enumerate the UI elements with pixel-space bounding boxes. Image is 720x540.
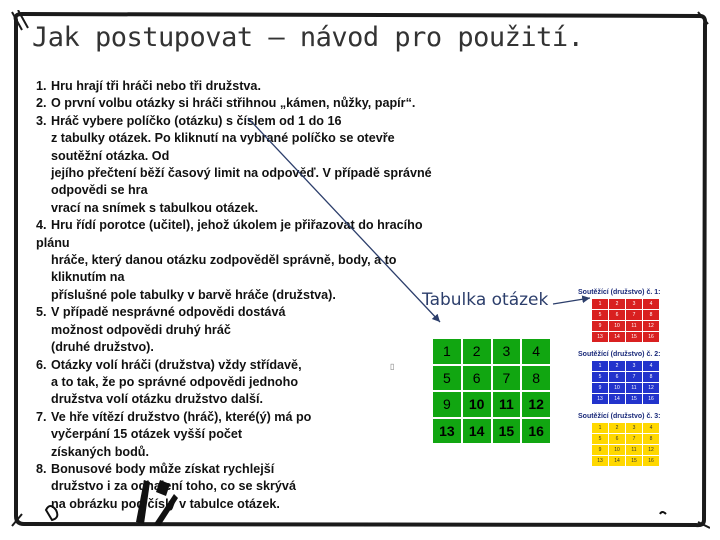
question-cell[interactable]: 14 xyxy=(462,418,492,445)
instruction-number: 5. xyxy=(36,305,47,320)
question-cell[interactable]: 2 xyxy=(462,338,492,365)
team-3-table xyxy=(578,413,682,467)
page-title: Jak postupovat – návod pro použití. xyxy=(32,22,584,53)
instruction-text-line: jejího přečtení běží časový limit na odpověď. V případě správné odpovědi se hra xyxy=(51,166,432,198)
instruction-text-line: družstva volí otázku družstvo další. xyxy=(51,392,264,407)
team-score-cell[interactable]: 3 xyxy=(626,361,643,372)
instruction-text: Otázky volí hráči (družstva) vždy střídavě, xyxy=(51,357,302,372)
table-row xyxy=(592,299,660,310)
instruction-number: 6. xyxy=(36,357,47,372)
instruction-text-line: vyčerpání 15 otázek vyšší počet xyxy=(51,427,243,442)
question-cell[interactable]: 5 xyxy=(432,365,462,392)
team-score-cell[interactable]: 6 xyxy=(609,310,626,321)
team-score-cell[interactable]: 6 xyxy=(609,372,626,383)
table-row xyxy=(592,321,660,332)
team-score-cell[interactable]: 10 xyxy=(609,445,626,456)
table-row xyxy=(592,423,660,434)
team-score-cell[interactable]: 14 xyxy=(609,332,626,343)
team-score-cell[interactable]: 15 xyxy=(626,332,643,343)
instruction-text-line: příslušné pole tabulky v barvě hráče (družstva). xyxy=(51,287,336,302)
team-score-cell[interactable]: 14 xyxy=(609,456,626,467)
team-score-cell[interactable]: 2 xyxy=(609,299,626,310)
table-row xyxy=(592,383,660,394)
arrow-to-table xyxy=(248,118,440,322)
instruction-text-line: získaných bodů. xyxy=(51,444,149,459)
instruction-number: 4. xyxy=(36,218,47,233)
table-row xyxy=(592,310,660,321)
question-cell[interactable]: 13 xyxy=(432,418,462,445)
team-score-cell[interactable]: 3 xyxy=(626,423,643,434)
instruction-text-line: družstvo i za odhalení toho, co se skrývá xyxy=(51,479,296,494)
instruction-text-line: na obrázku pod čísly v tabulce otázek. xyxy=(51,496,280,511)
instruction-text-line: z tabulky otázek. Po kliknutí na vybrané políčko se otevře soutěžní otázka. Od xyxy=(51,131,395,163)
team-score-cell[interactable]: 7 xyxy=(626,310,643,321)
question-cell[interactable]: 11 xyxy=(492,391,522,418)
question-cell[interactable]: 7 xyxy=(492,365,522,392)
team-score-cell[interactable]: 11 xyxy=(626,321,643,332)
table-row xyxy=(592,332,660,343)
team-score-cell[interactable]: 16 xyxy=(643,332,660,343)
table-row xyxy=(592,394,660,405)
team-score-cell[interactable]: 15 xyxy=(626,394,643,405)
team-score-cell[interactable]: 4 xyxy=(643,361,660,372)
instruction-text: Bonusové body může získat rychlejší xyxy=(51,461,275,476)
instruction-text: Hru hrají tři hráči nebo tři družstva. xyxy=(51,79,261,93)
team-score-cell[interactable]: 14 xyxy=(609,394,626,405)
team-score-cell[interactable]: 9 xyxy=(592,383,609,394)
team-score-cell[interactable]: 10 xyxy=(609,383,626,394)
question-cell[interactable]: 15 xyxy=(492,418,522,445)
instruction-text-line: vrací na snímek s tabulkou otázek. xyxy=(51,200,259,215)
question-cell[interactable]: 10 xyxy=(462,391,492,418)
team-score-cell[interactable]: 7 xyxy=(626,372,643,383)
team-score-cell[interactable]: 12 xyxy=(643,321,660,332)
table-row xyxy=(432,365,551,392)
team-score-cell[interactable]: 13 xyxy=(592,456,609,467)
instruction-number: 7. xyxy=(36,409,47,424)
table-row xyxy=(432,391,551,418)
instruction-text: Hru řídí porotce (učitel), jehož úkolem je přiřazovat do hracího plánu xyxy=(36,218,423,250)
team-score-cell[interactable]: 9 xyxy=(592,321,609,332)
team-score-cell[interactable]: 12 xyxy=(643,445,660,456)
team-score-cell[interactable]: 9 xyxy=(592,445,609,456)
team-score-cell[interactable]: 15 xyxy=(626,456,643,467)
questions-table-label: Tabulka otázek xyxy=(422,290,549,310)
team-score-cell[interactable]: 11 xyxy=(626,445,643,456)
instruction-text: Hráč vybere políčko (otázku) s číslem od 1 do 16 xyxy=(51,113,342,128)
table-row xyxy=(592,434,660,445)
team-score-cell[interactable]: 5 xyxy=(592,310,609,321)
team-score-cell[interactable]: 12 xyxy=(643,383,660,394)
team-score-cell[interactable]: 1 xyxy=(592,361,609,372)
team-score-cell[interactable]: 1 xyxy=(592,423,609,434)
instruction-number: 8. xyxy=(36,461,47,476)
team-score-cell[interactable]: 16 xyxy=(643,456,660,467)
team-1-table xyxy=(578,289,682,343)
instruction-text-line: možnost odpovědi druhý hráč xyxy=(51,322,231,337)
team-score-cell[interactable]: 4 xyxy=(643,299,660,310)
question-cell[interactable]: 8 xyxy=(521,365,551,392)
team-score-cell[interactable]: 2 xyxy=(609,361,626,372)
table-row xyxy=(592,372,660,383)
team-score-cell[interactable]: 16 xyxy=(643,394,660,405)
table-row xyxy=(432,418,551,445)
instruction-number: 3. xyxy=(36,113,47,128)
table-row xyxy=(592,361,660,372)
team-score-cell[interactable]: 5 xyxy=(592,434,609,445)
team-2-table xyxy=(578,351,682,405)
team-1-title: Soutěžící (družstvo) č. 1: xyxy=(578,289,661,296)
instruction-number: 2. xyxy=(36,96,47,111)
table-row xyxy=(592,445,660,456)
question-cell[interactable]: 4 xyxy=(521,338,551,365)
instruction-text-line: a to tak, že po správné odpovědi jednoho xyxy=(51,374,299,389)
team-score-cell[interactable]: 3 xyxy=(626,299,643,310)
team-score-cell[interactable]: 13 xyxy=(592,332,609,343)
team-score-cell[interactable]: 1 xyxy=(592,299,609,310)
team-score-cell[interactable]: 10 xyxy=(609,321,626,332)
question-cell[interactable]: 9 xyxy=(432,391,462,418)
instruction-text-line: (druhé družstvo). xyxy=(51,340,154,355)
scroll-marker: ▯ xyxy=(390,362,395,371)
team-score-cell[interactable]: 8 xyxy=(643,310,660,321)
instruction-text-line: hráče, který danou otázku zodpověděl správně, body, a to kliknutím na xyxy=(51,253,397,285)
question-cell[interactable]: 3 xyxy=(492,338,522,365)
instruction-text: O první volbu otázky si hráči střihnou „kámen, nůžky, papír“. xyxy=(51,96,416,111)
question-cell[interactable]: 6 xyxy=(462,365,492,392)
team-score-cell[interactable]: 13 xyxy=(592,394,609,405)
instruction-text: V případě nesprávné odpovědi dostává xyxy=(51,305,286,320)
team-score-cell[interactable]: 6 xyxy=(609,434,626,445)
questions-table xyxy=(431,337,552,445)
team-score-cell[interactable]: 4 xyxy=(643,423,660,434)
table-row xyxy=(592,456,660,467)
team-score-cell[interactable]: 11 xyxy=(626,383,643,394)
question-cell[interactable]: 16 xyxy=(521,418,551,445)
team-3-title: Soutěžící (družstvo) č. 3: xyxy=(578,413,661,420)
team-2-title: Soutěžící (družstvo) č. 2: xyxy=(578,351,661,358)
team-score-cell[interactable]: 5 xyxy=(592,372,609,383)
instruction-number: 1. xyxy=(36,79,47,93)
team-score-cell[interactable]: 8 xyxy=(643,434,660,445)
table-row xyxy=(432,338,551,365)
question-cell[interactable]: 1 xyxy=(432,338,462,365)
instruction-text: Ve hře vítězí družstvo (hráč), které(ý) má po xyxy=(51,409,312,424)
team-score-cell[interactable]: 2 xyxy=(609,423,626,434)
question-cell[interactable]: 12 xyxy=(521,391,551,418)
team-score-cell[interactable]: 7 xyxy=(626,434,643,445)
team-score-cell[interactable]: 8 xyxy=(643,372,660,383)
